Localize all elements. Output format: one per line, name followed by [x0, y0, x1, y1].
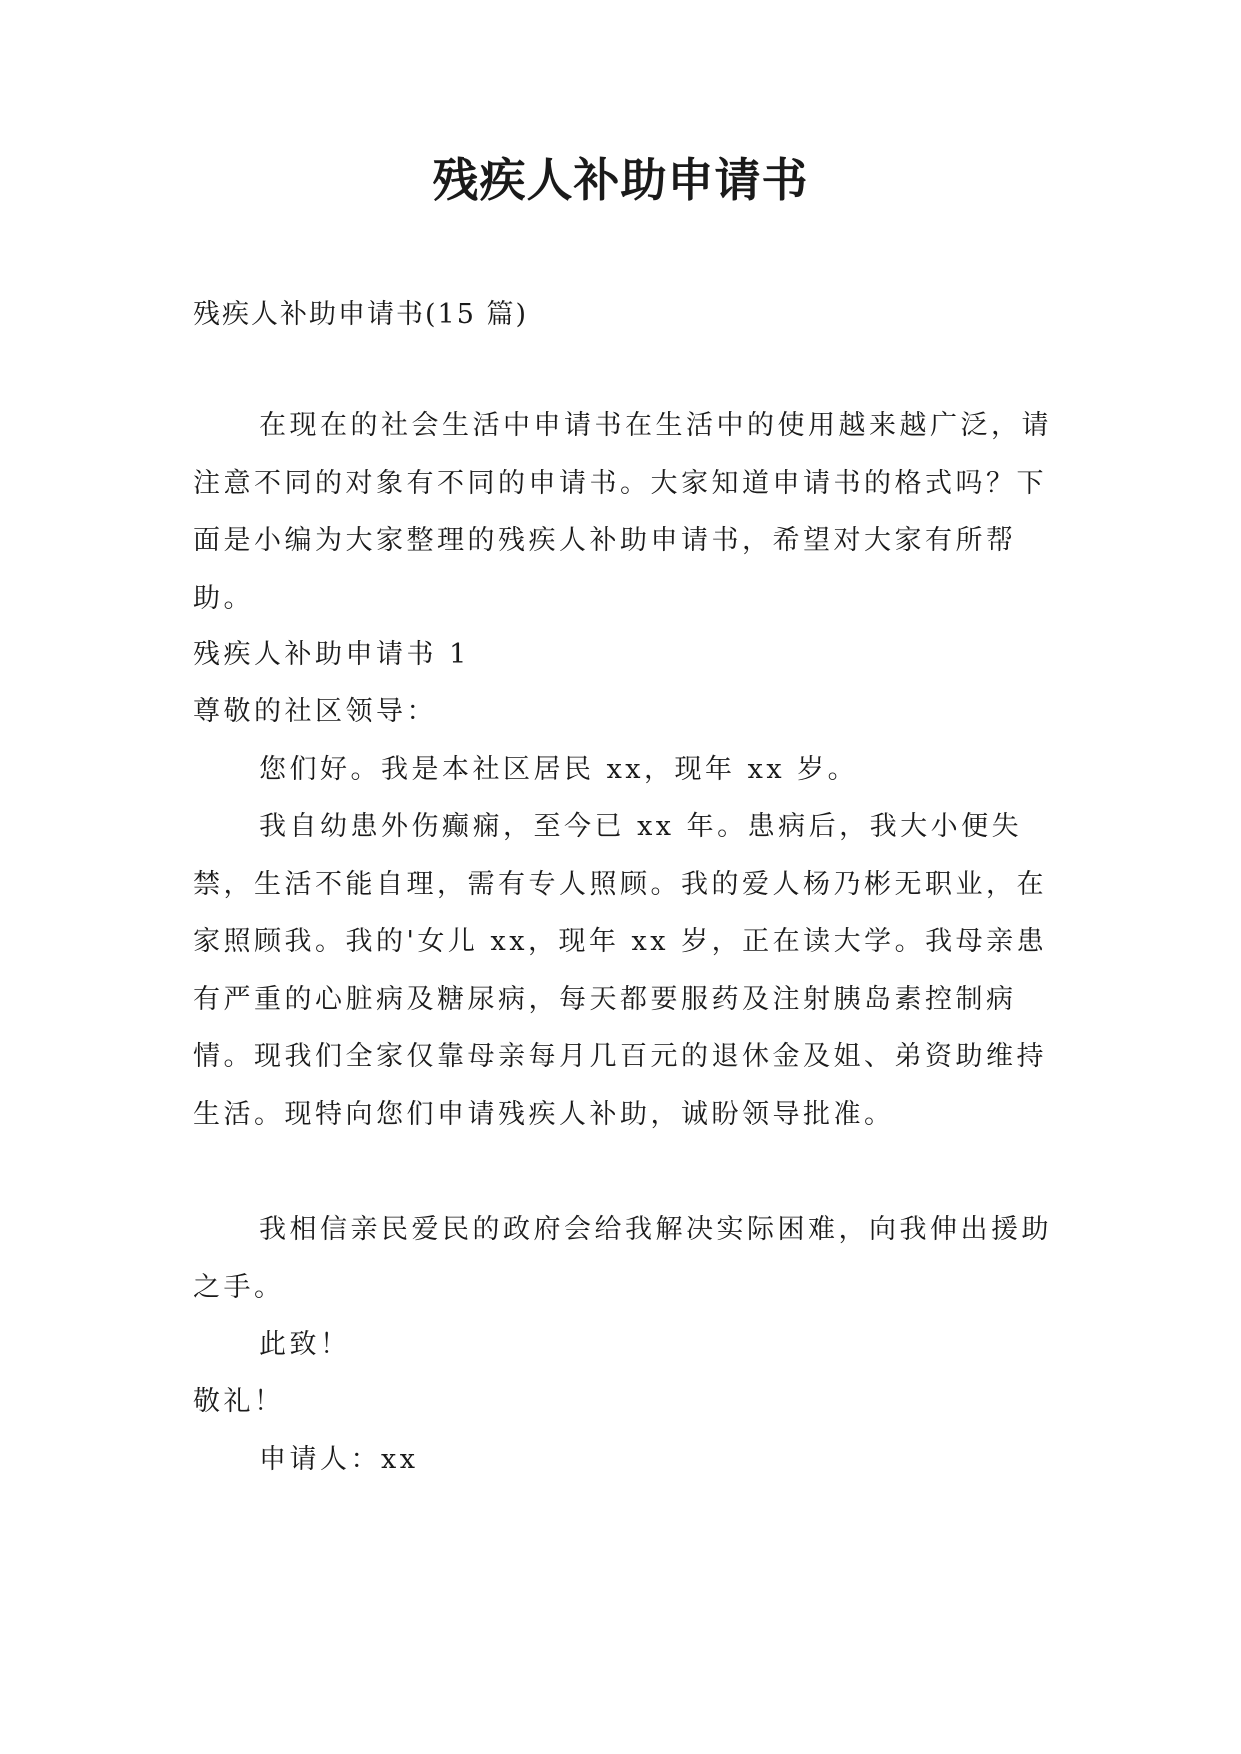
document-title: 残疾人补助申请书 — [432, 153, 809, 207]
section-heading: 残疾人补助申请书 1 — [193, 639, 470, 670]
intro-paragraph: 在现在的社会生活中申请书在生活中的使用越来越广泛，请注意不同的对象有不同的申请书。大家知道申请书的格式吗？下面是小编为大家整理的残疾人补助申请书，希望对大家有所帮助。 — [193, 410, 1052, 614]
closing-jingli: 敬礼！ — [193, 1386, 285, 1417]
greeting-line: 您们好。我是本社区居民 xx，现年 xx 岁。 — [259, 754, 859, 785]
closing-cizhi: 此致！ — [259, 1329, 351, 1360]
body-paragraph-2: 我相信亲民爱民的政府会给我解决实际困难，向我伸出援助之手。 — [193, 1214, 1052, 1303]
document-subtitle: 残疾人补助申请书(15 篇) — [193, 299, 529, 330]
applicant-line: 申请人：xx — [259, 1444, 419, 1475]
salutation: 尊敬的社区领导： — [193, 696, 437, 727]
body-paragraph-1: 我自幼患外伤癫痫，至今已 xx 年。患病后，我大小便失禁，生活不能自理，需有专人照顾。我的爱人杨乃彬无职业，在家照顾我。我的'女儿 xx，现年 xx 岁，正在读大学。我母亲患有严重的心脏病及糖尿病，每天都要服药及注射胰岛素控制病情。现我们全家仅靠母亲每月几百元的退休金及姐、弟资助维持生活。现特向您们申请残疾人补助，诚盼领导批准。 — [193, 811, 1048, 1130]
